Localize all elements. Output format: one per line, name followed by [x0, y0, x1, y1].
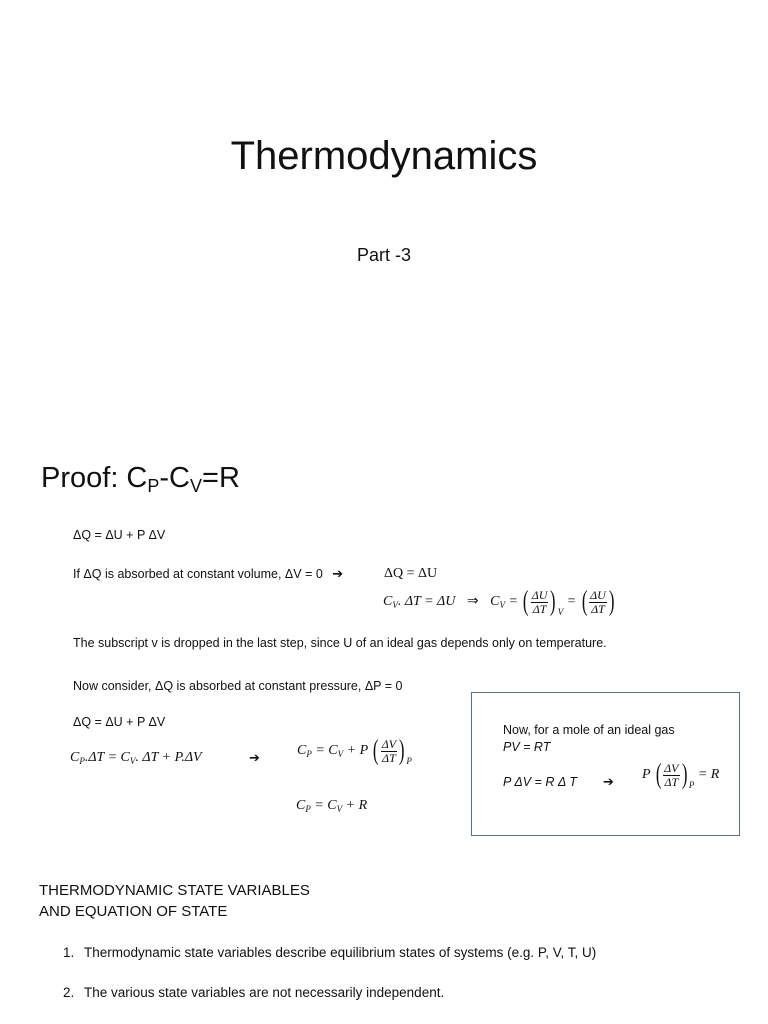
paren: ) — [681, 759, 687, 790]
fraction-dv-dt — [663, 762, 679, 789]
heading-text: Proof: C — [41, 462, 148, 494]
equation-cp-dt — [70, 750, 202, 766]
equation-cv — [383, 586, 616, 618]
paren: ( — [581, 586, 588, 617]
box-line-3: P ΔV = R Δ T — [503, 775, 577, 789]
cv-sub: V — [392, 600, 398, 611]
cp-plus: + P — [343, 743, 368, 759]
cp-rest: . ΔT + P.ΔV — [135, 750, 202, 765]
fraction-du-dt — [531, 589, 549, 616]
heading-sub: P — [147, 476, 160, 496]
const-volume-text — [73, 567, 343, 582]
numerator: ΔU — [531, 587, 548, 602]
cv-sub: V — [499, 600, 505, 611]
paren: ( — [655, 759, 662, 790]
list-text: Thermodynamic state variables describe equilibrium states of systems (e.g. P, V, T, U) — [84, 945, 597, 960]
section-heading-line: THERMODYNAMIC STATE VARIABLES — [39, 882, 310, 899]
fraction-dv-dt — [381, 738, 397, 765]
cv-symbol: C — [383, 594, 393, 610]
equals-r: = R — [697, 767, 720, 783]
const-volume-label: If ΔQ is absorbed at constant volume, ΔV = 0 — [73, 567, 323, 581]
cp-rest: + R — [342, 798, 368, 813]
heading-sub: V — [190, 476, 203, 496]
section-heading-line: AND EQUATION OF STATE — [39, 903, 228, 920]
paren: ( — [373, 735, 379, 766]
equals: = — [566, 594, 577, 610]
cp-mid: = C — [311, 743, 338, 759]
paren: ) — [398, 735, 405, 766]
cp-mid: = C — [310, 798, 337, 813]
cp-symbol: C — [70, 750, 80, 765]
implies-symbol: ⇒ — [466, 594, 479, 610]
section-heading — [39, 880, 310, 922]
equation-cp-result — [297, 735, 412, 767]
heading-text: -C — [159, 462, 190, 494]
fraction-du-dt — [589, 589, 607, 616]
cv-sub: V — [129, 756, 136, 766]
cp-rest: .ΔT = C — [84, 750, 130, 765]
cp-sub: P — [305, 804, 311, 814]
cp-sub: P — [306, 749, 312, 760]
list-item — [63, 985, 444, 1000]
cv-sub: V — [336, 804, 343, 814]
denominator: ΔT — [532, 601, 547, 616]
heading-text: =R — [202, 462, 240, 494]
arrow-icon: ➔ — [603, 775, 614, 790]
equation-cp-final — [296, 798, 367, 814]
ideal-gas-box — [471, 692, 740, 836]
numerator: ΔU — [590, 587, 606, 602]
box-result — [642, 759, 719, 791]
box-line-1: Now, for a mole of an ideal gas — [503, 723, 675, 737]
numerator: ΔV — [664, 760, 679, 775]
page-title: Thermodynamics — [230, 134, 538, 178]
denominator: ΔT — [664, 774, 679, 789]
page-subtitle: Part -3 — [356, 245, 412, 265]
proof-heading — [41, 462, 240, 497]
list-item — [63, 945, 596, 960]
paren: ) — [550, 586, 556, 617]
list-number: 2. — [63, 985, 75, 1000]
equation-first-law: ΔQ = ΔU + P ΔV — [73, 528, 166, 542]
paren-sub: P — [688, 780, 695, 791]
subscript-note: The subscript v is dropped in the last step, since U of an ideal gas depends only on temperature. — [73, 636, 607, 650]
denominator: ΔT — [591, 601, 605, 616]
cp-symbol: C — [296, 798, 306, 813]
cv-sub: V — [337, 749, 344, 760]
cp-symbol: C — [297, 743, 307, 759]
cv-rest: . ΔT = ΔU — [397, 594, 456, 610]
paren: ) — [608, 586, 615, 617]
cv-symbol: C — [490, 594, 500, 610]
paren-sub: V — [557, 607, 564, 618]
cp-sub: P — [79, 756, 85, 766]
list-text: The various state variables are not necessarily independent. — [84, 985, 445, 1000]
equals: = — [508, 594, 518, 610]
denominator: ΔT — [382, 750, 396, 765]
arrow-icon: ➔ — [332, 567, 344, 582]
numerator: ΔV — [381, 736, 397, 751]
arrow-icon: ➔ — [249, 751, 260, 766]
list-number: 1. — [63, 945, 75, 960]
paren-sub: P — [406, 756, 412, 767]
box-line-2: PV = RT — [503, 740, 551, 754]
const-pressure-text: Now consider, ΔQ is absorbed at constant pressure, ΔP = 0 — [73, 679, 403, 693]
p-symbol: P — [642, 767, 651, 783]
equation-dq-du: ΔQ = ΔU — [384, 566, 438, 581]
paren: ( — [523, 586, 529, 617]
equation-first-law-2: ΔQ = ΔU + P ΔV — [73, 715, 166, 729]
